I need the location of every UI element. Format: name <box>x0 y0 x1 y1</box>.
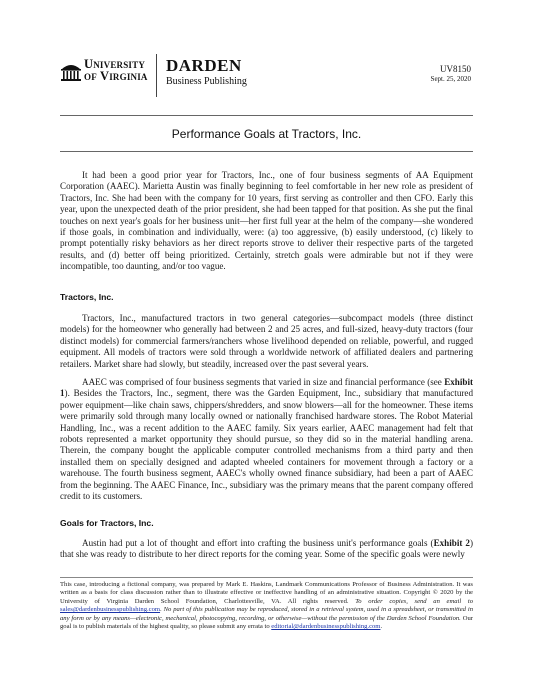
footnote-errata-text: Our goal is to publish materials of the highest quality, so please submit any errata to <box>60 614 473 631</box>
title-rule-top <box>60 115 473 116</box>
footnote-text-1: This case, introducing a fictional company, was prepared by Mark E. Haskins, Landmark Communications Professor of Business Administration. It was written as a basis for class discussion rather than to illustrate effective or ineffective handling of an administrative situation. Copyright © 2020 by the University of Virginia Darden School Foundation, Charlottesville, VA. All rights reserved. <box>60 581 473 605</box>
footnote-order-text: To order copies, send an email to <box>355 597 473 605</box>
uva-logo <box>60 58 155 94</box>
p2-text-before: AAEC was comprised of four business segments that varied in size and financial performance (see <box>82 377 445 387</box>
uva-line1: University <box>84 57 146 71</box>
logo-divider <box>156 54 157 97</box>
rotunda-icon <box>60 60 82 82</box>
intro-paragraph: It had been a good prior year for Tractors, Inc., one of four business segments of AA Equipment Corporation (AAEC). Marietta Austin was finally beginning to feel comfortable in her new role as president of Tractors, Inc. She had been with the company for 10 years, first serving as controller and then CFO. Early this year, upon the unexpected death of the prior president, she had been tapped for that position. As she put the final touches on next year's goals for her business unit—her first full year at the helm of the company—she wondered if those goals, in combination and individually, were: (a) too aggressive, (b) easily understood, (c) likely to prompt potentially risky behaviors as her direct reports strove to deliver their respective parts of the targeted results, and (d) better off being prioritized. Certainly, stretch goals were admirable but not if they were incompatible, too daunting, and/or too vague. <box>60 170 473 272</box>
uva-wordmark <box>84 58 148 82</box>
case-code-block <box>431 64 471 84</box>
section-heading-tractors: Tractors, Inc. <box>60 292 114 302</box>
case-date: Sept. 25, 2020 <box>430 75 471 83</box>
section-heading-goals: Goals for Tractors, Inc. <box>60 518 154 528</box>
footnote-punct-1: . <box>160 606 164 614</box>
sales-email-link[interactable]: sales@dardenbusinesspublishing.com <box>60 606 161 614</box>
case-code: UV8150 <box>440 64 471 74</box>
editorial-email-link[interactable]: editorial@dardenbusinesspublishing.com <box>271 623 381 631</box>
footnote-rights-text: No part of this publication may be reproduced, stored in a retrieval system, used in a spreadsheet, or transmitted in any form or by any means—electronic, mechanical, photocopying, recording, or otherwise—without the permission of the Darden School Foundation. <box>60 606 474 622</box>
goals-text-after: ) that she was ready to distribute to her direct reports for the coming year. Some of the specific goals were newly <box>60 538 473 560</box>
copyright-footnote <box>60 581 473 631</box>
exhibit-2-ref: Exhibit 2 <box>433 538 470 548</box>
uva-line2: of Virginia <box>84 69 148 83</box>
section1-paragraph-1: Tractors, Inc., manufactured tractors in two general categories—subcompact models (three distinct models) for the homeowner who generally had between 2 and 25 acres, and full-sized, heavy-duty tractors (four distinct models) for commercial farmers/ranchers whose livelihood depended on reliable, powerful, and rugged equipment. All models of tractors were sold through a worldwide network of affiliated dealers and partnering retailers. Market share had slowly, but steadily, increased over the past several years. <box>60 313 473 369</box>
exhibit-1-ref: Exhibit 1 <box>60 377 473 399</box>
footnote-punct-2: . <box>380 623 383 631</box>
section1-paragraph-2 <box>60 377 473 502</box>
goals-text-before: Austin had put a lot of thought and effort into crafting the business unit's performance goals ( <box>82 538 434 548</box>
page-title: Performance Goals at Tractors, Inc. <box>171 127 362 141</box>
footnote-rule <box>60 577 473 578</box>
section2-paragraph-1 <box>60 538 473 561</box>
p2-text-after: ). Besides the Tractors, Inc., segment, there was the Garden Equipment, Inc., subsidiary that manufactured power equipment—like chain saws, chippers/shredders, and snow blowers—all for the homeowner. These items were primarily sold through many locally owned or nationally franchised hardware stores. The Robot Material Handling, Inc., was a recent addition to the AAEC family. Six years earlier, AAEC management had felt that robots represented a market opportunity they should pursue, so they did so in the material handling arena. Therein, the company bought the applicable computer controlled mechanisms from a third party and then installed them on specially designed and adapted wheeled containers for movement through a factory or a warehouse. The fourth business segment, AAEC's wholly owned finance subsidiary, had been a part of AAEC from the beginning. The AAEC Finance, Inc., subsidiary was the primary means that the parent company offered credit to its customers. <box>60 388 473 502</box>
darden-logo <box>166 57 247 88</box>
darden-subtitle: Business Publishing <box>166 76 247 87</box>
darden-name: DARDEN <box>166 56 242 75</box>
title-rule-bottom <box>60 151 473 152</box>
